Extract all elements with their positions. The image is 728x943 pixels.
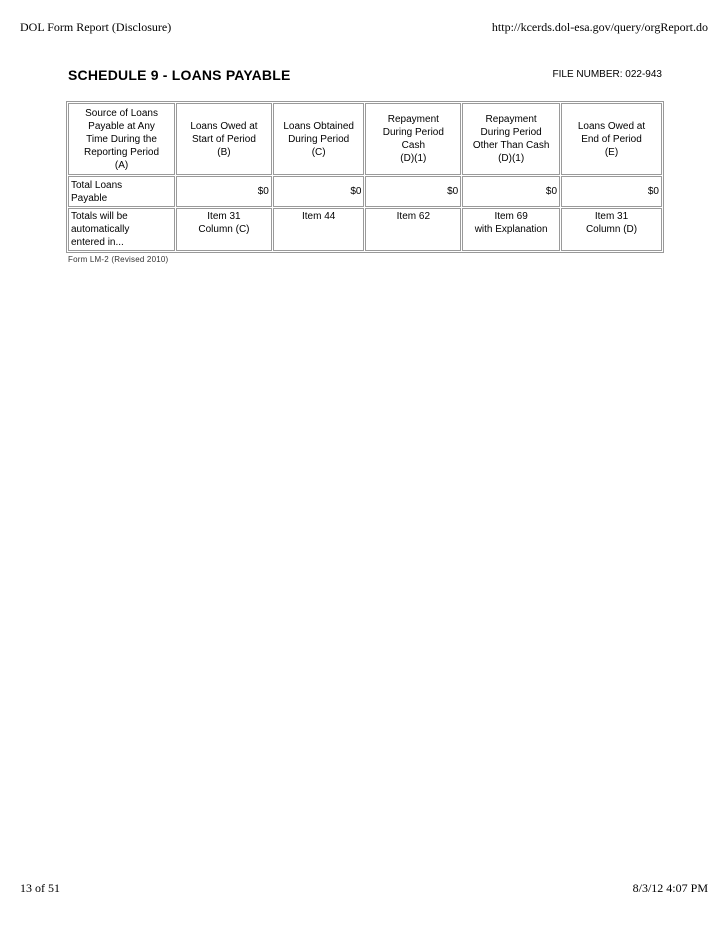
header-line: Cash: [401, 140, 426, 151]
header-source-of-loans: [68, 103, 175, 175]
auto-entry-row: [68, 208, 662, 251]
header-line: During Period: [288, 133, 350, 145]
browser-url: http://kcerds.dol-esa.gov/query/orgReport.do: [491, 20, 708, 34]
header-line: Loans Owed at: [577, 120, 646, 132]
auto-entry-e: [561, 208, 662, 251]
auto-entry-c: [273, 208, 365, 251]
auto-entry-b: [176, 208, 272, 251]
cell-line: with Explanation: [474, 224, 548, 235]
cell-line: Column (D): [585, 224, 638, 235]
label-line: Totals will be: [71, 211, 128, 222]
schedule-title-row: [68, 67, 662, 85]
loans-payable-table: [66, 101, 664, 253]
label-line: Total Loans: [71, 179, 123, 191]
header-line: Time During the: [86, 133, 157, 145]
auto-entry-d1-cash: [365, 208, 461, 251]
cell-line: Item 62: [396, 211, 431, 222]
totals-label: [68, 176, 175, 207]
total-value-d1-other: $0: [462, 176, 560, 207]
cell-line: Item 31: [207, 211, 241, 222]
header-line: (A): [114, 159, 129, 171]
header-line: (B): [217, 146, 231, 158]
header-repayment-cash: [365, 103, 461, 175]
total-value-b: $0: [176, 176, 272, 207]
header-line: (C): [311, 146, 326, 158]
total-value-e: $0: [561, 176, 662, 207]
header-line: End of Period: [581, 133, 642, 145]
header-line: Source of Loans: [85, 107, 158, 119]
totals-row: [68, 176, 662, 207]
header-line: During Period: [480, 127, 542, 138]
label-line: Payable: [71, 192, 108, 204]
header-line: (D)(1): [400, 153, 427, 164]
header-line: Loans Owed at: [190, 120, 258, 132]
header-loans-owed-end: [561, 103, 662, 175]
header-line: (D)(1): [498, 153, 525, 164]
header-line: Other Than Cash: [472, 140, 550, 151]
header-loans-owed-start: [176, 103, 272, 175]
header-line: (E): [604, 146, 619, 158]
header-loans-obtained: [273, 103, 365, 175]
header-line: Start of Period: [191, 133, 256, 145]
cell-line: Item 31: [594, 211, 629, 222]
header-line: Repayment: [387, 114, 439, 125]
print-timestamp: 8/3/12 4:07 PM: [632, 881, 708, 895]
cell-line: Column (C): [198, 224, 250, 235]
cell-line: Item 44: [301, 211, 336, 222]
browser-page-title: DOL Form Report (Disclosure): [20, 20, 172, 34]
form-revision-note: Form LM-2 (Revised 2010): [68, 255, 169, 264]
header-line: Payable at Any: [88, 120, 155, 132]
header-repayment-other: [462, 103, 560, 175]
header-line: Reporting Period: [84, 146, 160, 158]
label-line: entered in...: [71, 237, 124, 248]
schedule-title: SCHEDULE 9 - LOANS PAYABLE: [68, 67, 291, 83]
auto-entry-d1-other: [462, 208, 560, 251]
file-number: FILE NUMBER: 022-943: [552, 69, 662, 80]
page-count: 13 of 51: [20, 881, 60, 895]
table-header-row: [68, 103, 662, 175]
total-value-c: $0: [273, 176, 365, 207]
label-line: automatically: [71, 224, 130, 235]
header-line: Loans Obtained: [283, 120, 354, 132]
total-value-d1-cash: $0: [365, 176, 461, 207]
header-line: During Period: [382, 127, 444, 138]
cell-line: Item 69: [494, 211, 528, 222]
header-line: Repayment: [485, 114, 537, 125]
auto-entry-label: [68, 208, 175, 251]
